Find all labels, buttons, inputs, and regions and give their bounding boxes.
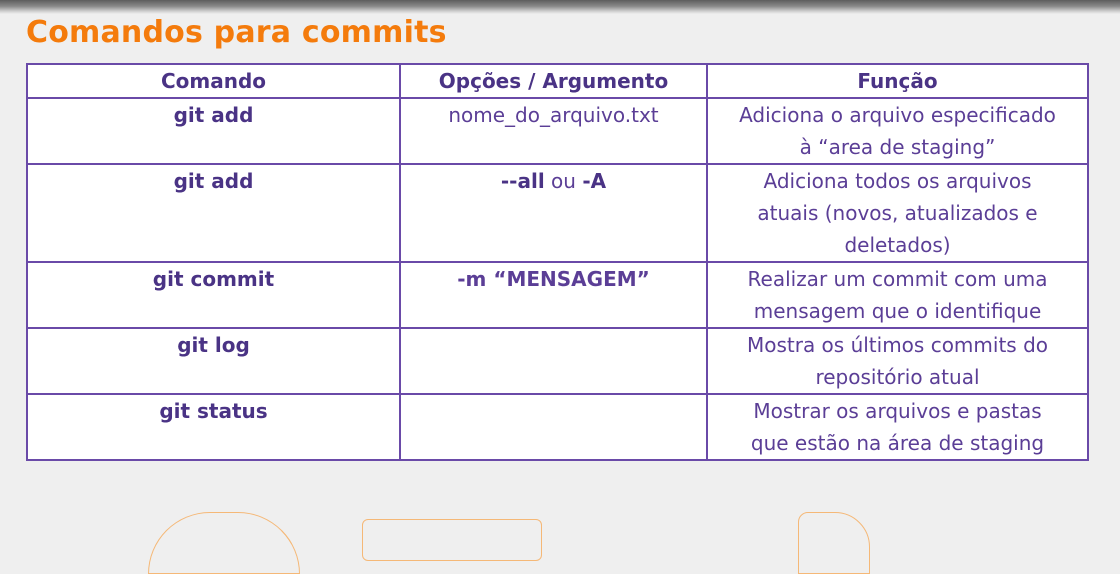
function-line: Adiciona o arquivo especificado	[739, 103, 1056, 127]
top-gradient-bar	[0, 0, 1120, 14]
function-line: Mostra os últimos commits do	[746, 333, 1049, 357]
table-row	[27, 262, 1088, 328]
commands-table	[26, 63, 1089, 461]
decorative-arc-right	[798, 512, 870, 574]
function-cell	[707, 328, 1088, 394]
table-row	[27, 164, 1088, 262]
function-line: mensagem que o identifique	[753, 299, 1042, 323]
option-cell	[400, 394, 707, 460]
command-cell: git log	[27, 328, 400, 394]
table-header-row	[27, 64, 1088, 98]
function-line: à “area de staging”	[799, 135, 996, 159]
option-cell: nome_do_arquivo.txt	[400, 98, 707, 164]
option-flag-all: --all	[500, 169, 545, 193]
option-cell: -m “MENSAGEM”	[400, 262, 707, 328]
function-cell	[707, 394, 1088, 460]
function-line: Realizar um commit com uma	[747, 267, 1048, 291]
command-cell: git commit	[27, 262, 400, 328]
function-cell	[707, 164, 1088, 262]
header-function: Função	[707, 64, 1088, 98]
function-line: deletados)	[844, 233, 951, 257]
table-row	[27, 98, 1088, 164]
function-cell	[707, 262, 1088, 328]
decorative-rect	[362, 519, 542, 561]
option-cell	[400, 328, 707, 394]
option-cell	[400, 164, 707, 262]
function-line: Adiciona todos os arquivos	[763, 169, 1032, 193]
decorative-arc-left	[148, 512, 300, 574]
function-line: Mostrar os arquivos e pastas	[753, 399, 1042, 423]
command-cell: git add	[27, 98, 400, 164]
header-options: Opções / Argumento	[400, 64, 707, 98]
header-command: Comando	[27, 64, 400, 98]
option-separator: ou	[544, 169, 583, 193]
page-title: Comandos para commits	[26, 15, 447, 50]
option-flag-a: -A	[582, 169, 607, 193]
function-line: atuais (novos, atualizados e	[757, 201, 1038, 225]
function-line: que estão na área de staging	[750, 431, 1045, 455]
table-row	[27, 328, 1088, 394]
function-line: repositório atual	[815, 365, 980, 389]
command-cell: git status	[27, 394, 400, 460]
function-cell	[707, 98, 1088, 164]
table-row	[27, 394, 1088, 460]
command-cell: git add	[27, 164, 400, 262]
